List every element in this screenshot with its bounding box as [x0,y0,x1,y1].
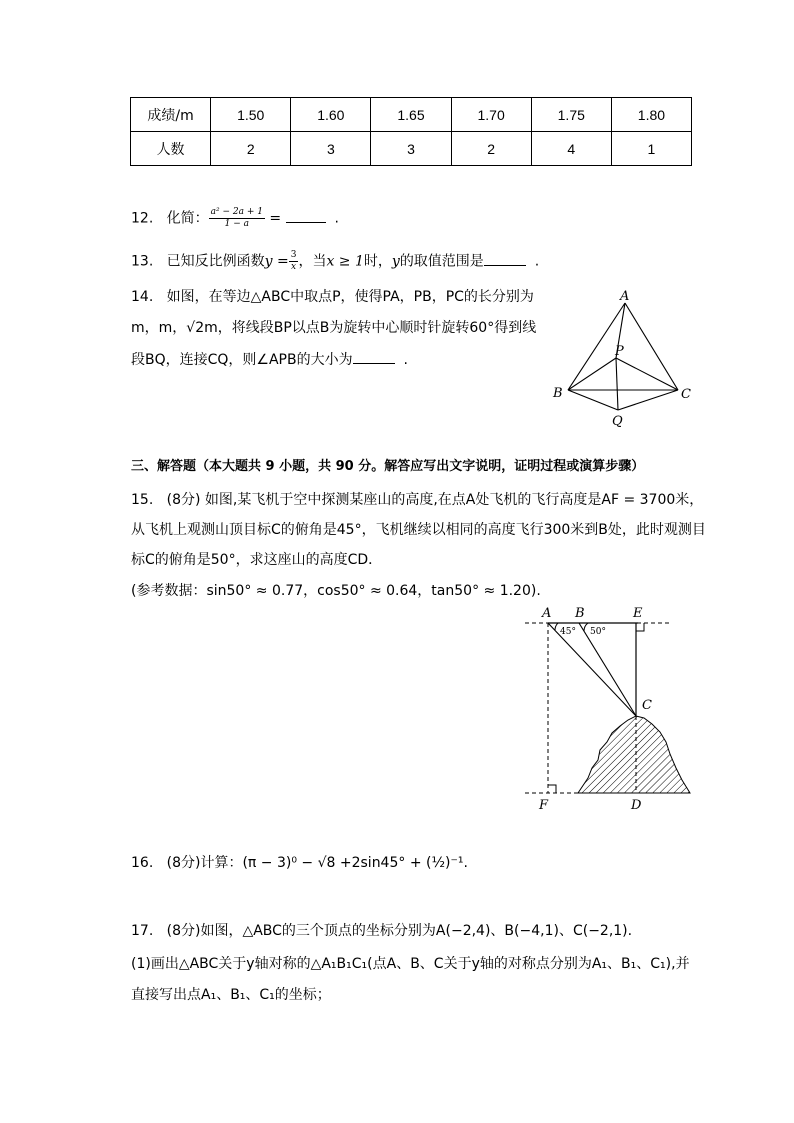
question-number: 17. [131,923,154,939]
question-15-line2: 从飞机上观测山顶目标C的俯角是45°，飞机继续以相同的高度飞行300米到B处，此时观测目 [131,522,706,538]
question-number: 15. [131,492,154,508]
table-header-cell: 1.75 [531,98,611,132]
period: . [334,210,339,227]
question-number: 12. [131,210,154,227]
mountain-figure [520,600,700,815]
label-D: D [631,798,642,813]
fraction-denominator: 1 − a [224,219,249,229]
question-text: (8分)计算：(π − 3)⁰ − √8 +2sin45° + (½)⁻¹. [166,855,468,871]
right-angle-E [636,623,644,631]
question-17-line2: (1)画出△ABC关于y轴对称的△A₁B₁C₁(点A、B、C关于y轴的对称点分别为A₁、B₁、C₁),并 [131,956,690,972]
equals-sign: = [269,210,282,227]
question-16 [131,853,468,873]
question-15-line3: 标C的俯角是50°，求这座山的高度CD． [131,552,383,568]
question-17-line3: 直接写出点A₁、B₁、C₁的坐标； [131,987,331,1003]
label-E: E [633,606,643,621]
question-text: 段BQ，连接CQ，则∠APB的大小为 [131,352,353,368]
label-A: A [542,606,552,621]
question-number: 13. [131,253,154,270]
label-C: C [642,698,652,713]
table-header-cell: 1.80 [611,98,691,132]
question-number: 16. [131,855,154,871]
answer-blank[interactable] [484,251,526,266]
segment-CQ [618,390,678,410]
question-text: 已知反比例函数 [166,253,265,270]
label-F: F [539,798,549,813]
angle-label-45: 45° [560,627,576,637]
table-cell: 4 [531,132,611,166]
table-cell: 2 [451,132,531,166]
section-heading: 三、解答题（本大题共 9 小题，共 90 分。解答应写出文字说明，证明过程或演算步骤） [131,459,645,474]
table-header-cell: 1.70 [451,98,531,132]
table-header-row [131,98,692,132]
condition: x ≥ 1 [326,253,364,270]
table-cell: 3 [291,132,371,166]
question-14-line1 [131,287,534,307]
fraction [289,250,299,273]
table-header-cell: 1.60 [291,98,371,132]
question-text: 如图，在等边△ABC中取点P，使得PA，PB，PC的长分别为 [166,289,534,305]
question-number: 14. [131,289,154,305]
mountain [578,716,690,793]
table-row [131,132,692,166]
fraction [209,207,265,230]
table-header-cell: 1.50 [211,98,291,132]
question-text: (8分) 如图,某飞机于空中探测某座山的高度,在点A处飞机的飞行高度是AF = 3700米， [166,492,704,508]
question-text: 时， [363,253,392,270]
table-cell: 3 [371,132,451,166]
table-header-label: 成绩/m [131,98,211,132]
question-text: (8分)如图，△ABC的三个顶点的坐标分别为A(−2,4)、B(−4,1)、C(−2,1). [166,923,633,939]
triangle-figure [545,285,700,430]
table-row-label: 人数 [131,132,211,166]
question-14-line3 [131,349,408,370]
answer-blank[interactable] [353,349,395,364]
question-12 [131,207,339,230]
label-A: A [620,289,630,304]
label-C: C [681,387,691,402]
angle-label-50: 50° [590,627,606,637]
segment-PQ [616,358,618,410]
segment-AC [625,303,678,390]
table-cell: 1 [611,132,691,166]
question-14-line2: m，m，√2m，将线段BP以点B为旋转中心顺时针旋转60°得到线 [131,320,537,336]
label-P: P [615,344,624,359]
sight-line-BC [579,623,636,716]
right-angle-F [548,785,556,793]
label-Q: Q [612,414,623,429]
question-text: 化简： [166,210,209,227]
question-text: 的取值范围是 [399,253,484,270]
question-15-line1 [131,490,703,510]
question-text: ，当 [298,253,327,270]
answer-blank[interactable] [286,208,326,223]
question-13 [131,250,539,273]
segment-BQ [568,390,618,410]
question-17-line1 [131,921,632,941]
score-table [130,97,692,166]
period: . [403,352,408,368]
fraction-numerator: a² − 2a + 1 [210,207,263,217]
segment-PB [568,358,616,390]
variable: y [391,253,400,270]
label-B: B [553,386,563,401]
label-B: B [575,606,585,621]
angle-arc-B [584,623,588,631]
fraction-numerator: 3 [290,250,297,260]
table-cell: 2 [211,132,291,166]
period: . [534,253,540,270]
question-15-line4: (参考数据：sin50° ≈ 0.77，cos50° ≈ 0.64，tan50° ≈ 1.20). [131,583,541,599]
fraction-denominator: x [291,262,297,272]
function-expression: y = [264,253,289,270]
angle-arc-A [555,623,558,630]
table-header-cell: 1.65 [371,98,451,132]
